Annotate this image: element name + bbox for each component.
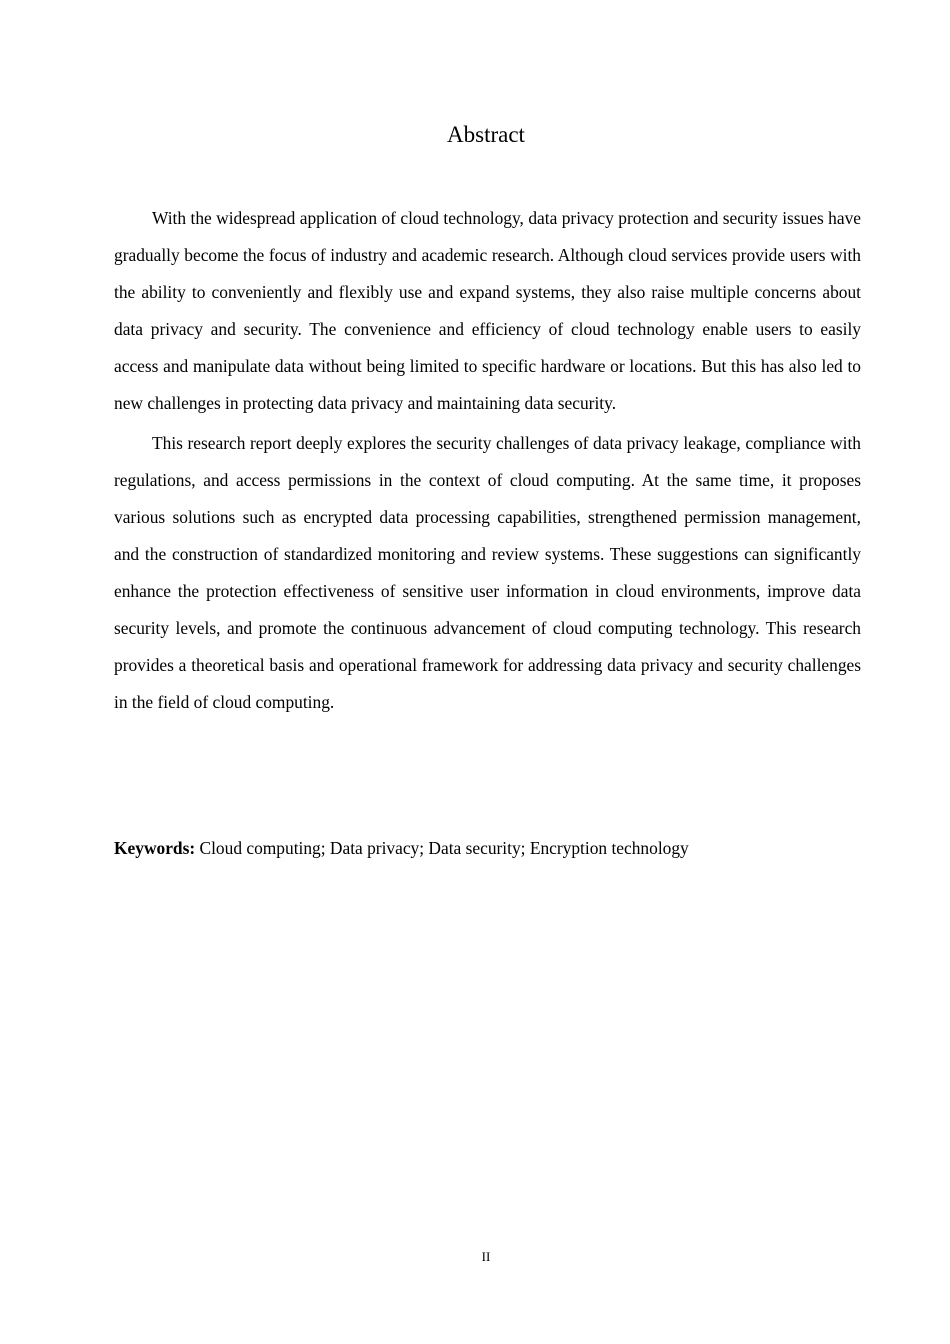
abstract-body xyxy=(114,200,861,725)
keywords-value: Cloud computing; Data privacy; Data security; Encryption technology xyxy=(195,838,689,858)
page-title: Abstract xyxy=(447,122,525,147)
abstract-paragraph: With the widespread application of cloud technology, data privacy protection and security issues have gradually become the focus of industry and academic research. Although cloud services provide users with the ability to conveniently and flexibly use and expand systems, they also raise multiple concerns about data privacy and security. The convenience and efficiency of cloud technology enable users to easily access and manipulate data without being limited to specific hardware or locations. But this has also led to new challenges in protecting data privacy and maintaining data security. xyxy=(114,208,861,413)
page-number: II xyxy=(481,1249,491,1264)
keywords-line xyxy=(114,838,689,859)
abstract-paragraph: This research report deeply explores the security challenges of data privacy leakage, compliance with regulations, and access permissions in the context of cloud computing. At the same time, it proposes various solutions such as encrypted data processing capabilities, strengthened permission management, and the construction of standardized monitoring and review systems. These suggestions can significantly enhance the protection effectiveness of sensitive user information in cloud environments, improve data security levels, and promote the continuous advancement of cloud computing technology. This research provides a theoretical basis and operational framework for addressing data privacy and security challenges in the field of cloud computing. xyxy=(114,433,861,712)
keywords-label: Keywords: xyxy=(114,838,196,858)
